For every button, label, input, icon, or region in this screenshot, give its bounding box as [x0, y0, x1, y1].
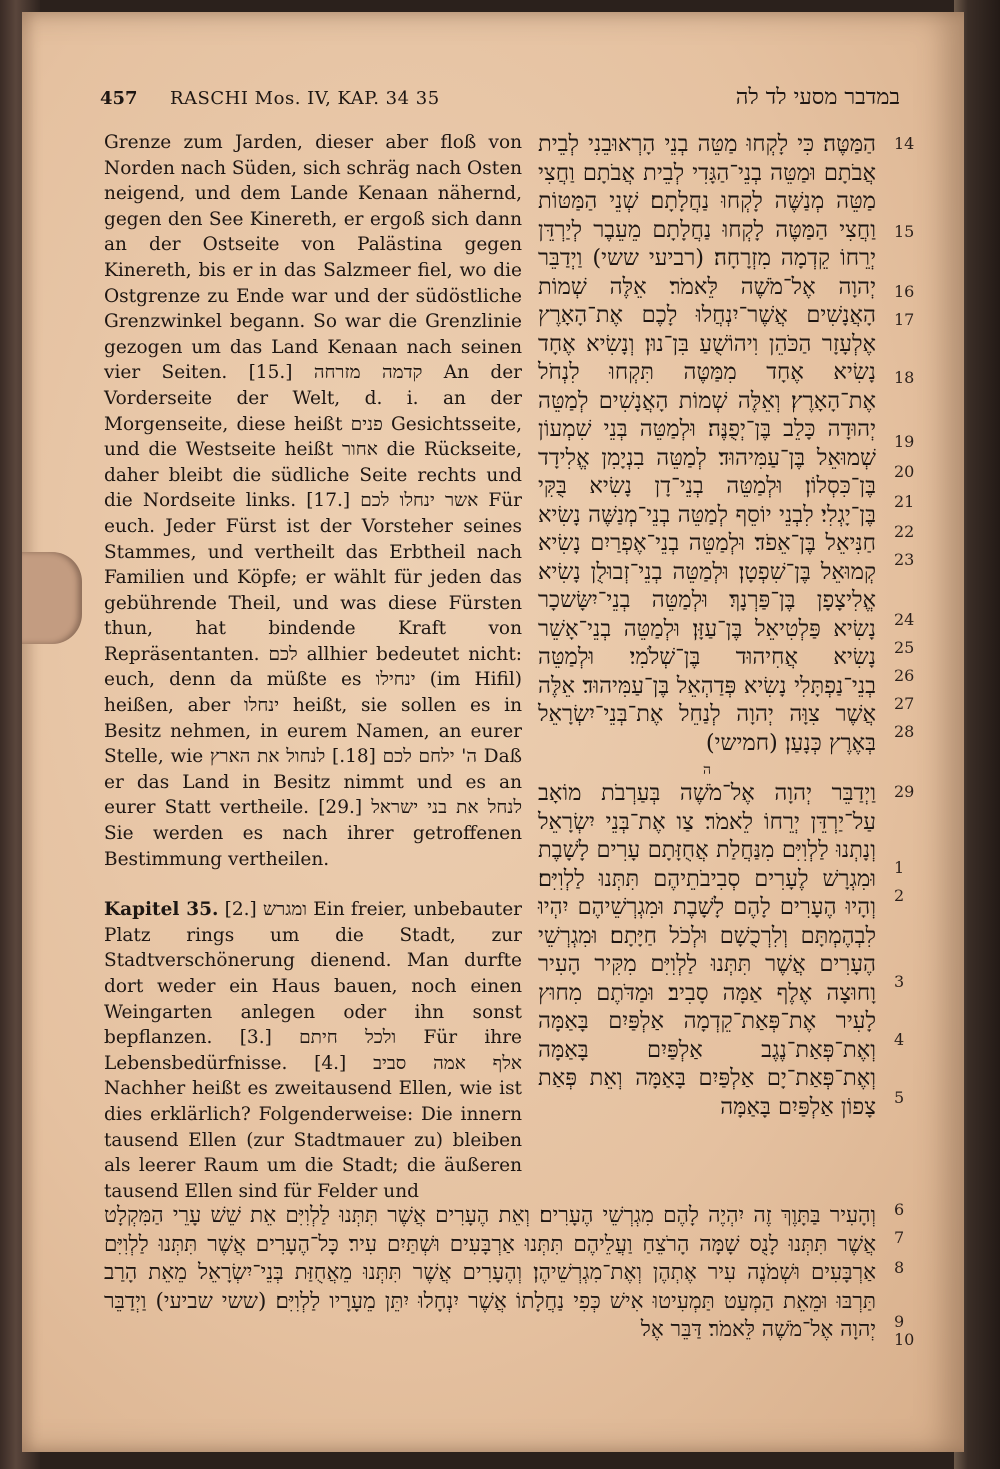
page-header	[100, 82, 900, 116]
verse-number: 19	[894, 432, 915, 451]
verse-number: 9	[894, 1312, 905, 1331]
book-page	[22, 12, 964, 1452]
hebrew-chapter-34: הַמַּטֶּה׃ כִּי לָקְחוּ מַטֵּה בְנֵי הָרְאוּבֵנִי לְבֵית אֲבֹתָם וּמַטֵּה בְנֵי־הַגָּדִי לְבֵית אֲבֹתָם וַחֲצִי מַטֵּה מְנַשֶּׁה לָקְחוּ נַחֲלָתָם׃ שְׁנֵי הַמַּטּוֹת וַחֲצִי הַמַּטֶּה לָקְחוּ נַחֲלָתָם מֵעֵבֶר לְיַרְדֵּן יְרֵחוֹ קֵדְמָה מִזְרָחָה׃ (רביעי ששי) וַיְדַבֵּר יְהוָה אֶל־מֹשֶׁה לֵּאמֹר׃ אֵלֶּה שְׁמוֹת הָאֲנָשִׁים אֲשֶׁר־יִנְחֲלוּ לָכֶם אֶת־הָאָרֶץ אֶלְעָזָר הַכֹּהֵן וִיהוֹשֻׁעַ בִּן־נוּן׃ וְנָשִׂיא אֶחָד נָשִׂיא אֶחָד מִמַּטֶּה תִּקְחוּ לִנְחֹל אֶת־הָאָרֶץ׃ וְאֵלֶּה שְׁמוֹת הָאֲנָשִׁים לְמַטֵּה יְהוּדָה כָּלֵב בֶּן־יְפֻנֶּה׃ וּלְמַטֵּה בְּנֵי שִׁמְעוֹן שְׁמוּאֵל בֶּן־עַמִּיהוּד׃ לְמַטֵּה בִנְיָמִן אֱלִידָד בֶּן־כִּסְלוֹן׃ וּלְמַטֵּה בְנֵי־דָן נָשִׂיא בֻּקִּי בֶּן־יָגְלִי׃ לִבְנֵי יוֹסֵף לְמַטֵּה בְנֵי־מְנַשֶּׁה נָשִׂיא חַנִּיאֵל בֶּן־אֵפֹד׃ וּלְמַטֵּה בְנֵי־אֶפְרַיִם נָשִׂיא קְמוּאֵל בֶּן־שִׁפְטָן׃ וּלְמַטֵּה בְנֵי־זְבוּלֻן נָשִׂיא אֱלִיצָפָן בֶּן־פַּרְנָךְ׃ וּלְמַטֵּה בְנֵי־יִשָּׂשכָר נָשִׂיא פַּלְטִיאֵל בֶּן־עַזָּן׃ וּלְמַטֵּה בְנֵי־אָשֵׁר נָשִׂיא אֲחִיהוּד בֶּן־שְׁלֹמִי׃ וּלְמַטֵּה בְנֵי־נַפְתָּלִי נָשִׂיא פְּדַהְאֵל בֶּן־עַמִּיהוּד׃ אֵלֶּה אֲשֶׁר צִוָּה יְהוָה לְנַחֵל אֶת־בְּנֵי־יִשְׂרָאֵל בְּאֶרֶץ כְּנָעַן׃ (חמישי)	[538, 131, 876, 756]
hebrew-running-title: במדבר מסעי לד לה	[735, 85, 900, 110]
verse-number: 21	[894, 492, 915, 511]
verse-number: 4	[894, 1030, 905, 1049]
verse-number: 15	[894, 222, 915, 241]
hebrew-text-column	[538, 130, 876, 1121]
verse-number: 3	[894, 972, 905, 991]
hebrew-fullwidth-block	[104, 1202, 876, 1345]
hebrew-chapter-label: ה	[702, 762, 712, 778]
chapter-heading: Kapitel 35.	[104, 899, 219, 921]
commentary-paragraph: Grenze zum Jarden, dieser aber floß von Norden nach Süden, sich schräg nach Osten neigend, und dem Lande Kenaan nähernd, gegen den See Kinereth, er ergoß sich dann an der Ostseite von Palästina gegen Kinereth, bis er in das Salzmeer fiel, wo die Ostgrenze zu Ende war und der südöstliche Grenzwinkel begann. So war die Grenzlinie gezogen um das Land Kenaan nach seinen vier Seiten. [15.] קדמה מזרחה An der Vorderseite der Welt, d. i. an der Morgenseite, diese heißt פנים Gesichtsseite, und die Westseite heißt אחור die Rückseite, daher bleibt die südliche Seite rechts und die Nordseite links. [17.] אשר ינחלו לכם Für euch. Jeder Fürst ist der Vorsteher seines Stammes, und vertheilt das Erbtheil nach Familien und Köpfe; er wählt für jeden das gebührende Theil, und was diese Fürsten thun, hat bindende Kraft von Repräsentanten. לכם allhier bedeutet nicht: euch, denn da müßte es ינחילו (im Hifil) heißen, aber ינחלו heißt, sie sollen es in Besitz nehmen, in eurem Namen, an eurer Stelle, wie ה' ילחם לכם [18.] לנחול את הארץ Daß er das Land in Besitz nimmt und es an eurer Statt vertheile. [29.] לנחל את בני ישראל Sie werden es nach ihrer getroffenen Bestimmung vertheilen.	[104, 132, 523, 870]
commentary-paragraph-kap35	[104, 897, 522, 1204]
verse-number: 7	[894, 1228, 905, 1247]
verse-number: 24	[894, 610, 915, 629]
german-commentary-column	[104, 130, 522, 1204]
page-tab	[22, 552, 82, 644]
verse-number: 10	[894, 1330, 915, 1349]
commentary-text: [2.] ומגרש Ein freier, unbebauter Platz rings um die Stadt, zur Stadtverschönerung dienend. Man durfte dort weder ein Haus bauen, noch einen Weingarten anlegen oder ihn sonst bepflanzen. [3.] ולכל חיתם Für ihre Lebensbedürfnisse. [4.] אלף אמה סביב Nachher heißt es zweitausend Ellen, wie ist dies erklärlich? Folgenderweise: Die innern tausend Ellen (zur Stadtmauer zu) bleiben als leerer Raum um die Stadt; die äußeren tausend Ellen sind für Felder und	[104, 899, 523, 1202]
hebrew-verses-6-10: וְהָעִיר בַּתָּוֶךְ זֶה יִהְיֶה לָהֶם מִגְרְשֵׁי הֶעָרִים׃ וְאֵת הֶעָרִים אֲשֶׁר תִּתְּנוּ לַלְוִיִּם אֵת שֵׁשׁ עָרֵי הַמִּקְלָט אֲשֶׁר תִּתְּנוּ לָנֻס שָׁמָּה הָרֹצֵחַ וַעֲלֵיהֶם תִּתְּנוּ אַרְבָּעִים וּשְׁתַּיִם עִיר׃ כָּל־הֶעָרִים אֲשֶׁר תִּתְּנוּ לַלְוִיִּם אַרְבָּעִים וּשְׁמֹנֶה עִיר אֶתְהֶן וְאֶת־מִגְרְשֵׁיהֶן׃ וְהֶעָרִים אֲשֶׁר תִּתְּנוּ מֵאֲחֻזַּת בְּנֵי־יִשְׂרָאֵל מֵאֵת הָרַב תַּרְבּוּ וּמֵאֵת הַמְעַט תַּמְעִיטוּ אִישׁ כְּפִי נַחֲלָתוֹ אֲשֶׁר יִנְחָלוּ יִתֵּן מֵעָרָיו לַלְוִיִּם׃ (ששי שביעי) וַיְדַבֵּר יְהוָה אֶל־מֹשֶׁה לֵּאמֹר׃ דַּבֵּר אֶל	[104, 1203, 876, 1342]
verse-number: 23	[894, 550, 915, 569]
verse-number: 20	[894, 462, 915, 481]
hebrew-chapter-35: וַיְדַבֵּר יְהוָה אֶל־מֹשֶׁה בְּעַרְבֹת מוֹאָב עַל־יַרְדֵּן יְרֵחוֹ לֵאמֹר׃ צַו אֶת־בְּנֵי יִשְׂרָאֵל וְנָתְנוּ לַלְוִיִּם מִנַּחֲלַת אֲחֻזָּתָם עָרִים לָשָׁבֶת וּמִגְרָשׁ לֶעָרִים סְבִיבֹתֵיהֶם תִּתְּנוּ לַלְוִיִּם׃ וְהָיוּ הֶעָרִים לָהֶם לָשָׁבֶת וּמִגְרְשֵׁיהֶם יִהְיוּ לִבְהֶמְתָּם וְלִרְכֻשָׁם וּלְכֹל חַיָּתָם׃ וּמִגְרְשֵׁי הֶעָרִים אֲשֶׁר תִּתְּנוּ לַלְוִיִּם מִקִּיר הָעִיר וָחוּצָה אֶלֶף אַמָּה סָבִיב׃ וּמַדֹּתֶם מִחוּץ לָעִיר אֶת־פְּאַת־קֵדְמָה אַלְפַּיִם בָּאַמָּה וְאֶת־פְּאַת־נֶגֶב אַלְפַּיִם בָּאַמָּה וְאֶת־פְּאַת־יָם אַלְפַּיִם בָּאַמָּה וְאֵת פְּאַת צָפוֹן אַלְפַּיִם בָּאַמָּה	[538, 780, 876, 1120]
verse-number: 14	[894, 134, 915, 153]
verse-number: 1	[894, 858, 905, 877]
verse-number: 6	[894, 1200, 905, 1219]
verse-number: 2	[894, 886, 905, 905]
page-number: 457	[100, 88, 138, 109]
verse-number: 29	[894, 782, 915, 801]
verse-number: 25	[894, 638, 915, 657]
running-title: RASCHI Mos. IV, KAP. 34 35	[170, 88, 440, 109]
verse-number: 22	[894, 522, 915, 541]
verse-number: 27	[894, 694, 915, 713]
verse-number: 5	[894, 1088, 905, 1107]
verse-number: 18	[894, 368, 915, 387]
verse-number: 26	[894, 666, 915, 685]
verse-number: 28	[894, 722, 915, 741]
verse-number: 17	[894, 310, 915, 329]
verse-number: 16	[894, 282, 915, 301]
verse-number: 8	[894, 1258, 905, 1277]
